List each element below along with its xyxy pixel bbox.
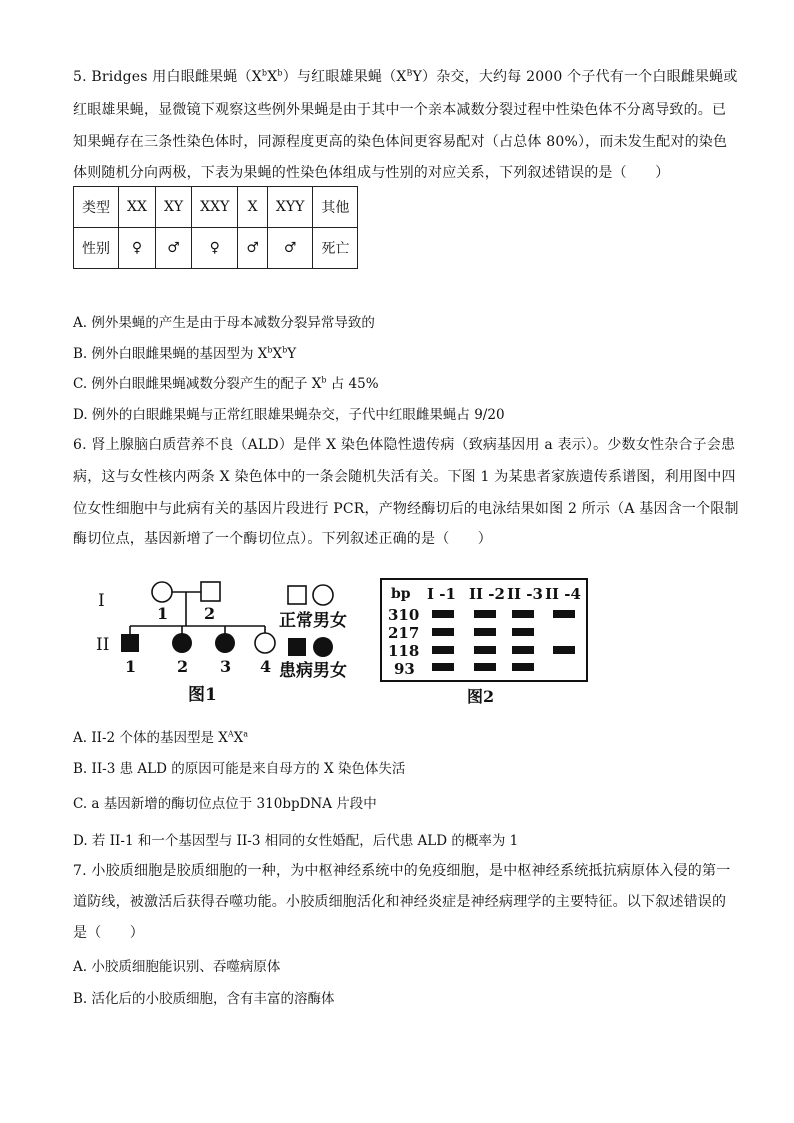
gel-band	[512, 663, 534, 671]
q7-option-b: B. 活化后的小胶质细胞，含有丰富的溶酶体	[73, 991, 335, 1007]
individual-number: 3	[220, 657, 232, 676]
table-cell: ♂	[238, 228, 268, 269]
size-label: 93	[394, 660, 415, 678]
bp-label: bp	[391, 586, 411, 602]
gel-band	[474, 628, 496, 636]
q5-line-2: 红眼雄果蝇，显微镜下观察这些例外果蝇是由于其中一个亲本减数分裂过程中性染色体不分离导致的。已	[73, 102, 727, 118]
table-cell: 性别	[74, 228, 119, 269]
gel-band	[474, 646, 496, 654]
table-cell: 死亡	[313, 228, 358, 269]
male-affected-icon	[121, 634, 139, 652]
table-row	[74, 187, 358, 228]
figure-1-caption: 图1	[188, 685, 217, 705]
q7-option-a: A. 小胶质细胞能识别、吞噬病原体	[73, 959, 281, 975]
table-cell: XXY	[192, 187, 238, 228]
legend-female-affected-icon	[313, 637, 333, 657]
gel-band	[432, 628, 454, 636]
female-affected-icon	[215, 633, 235, 653]
gel-band	[553, 610, 575, 618]
electrophoresis-gel	[380, 578, 588, 682]
table-cell: ♂	[267, 228, 312, 269]
q5-option-b: B. 例外白眼雌果蝇的基因型为 $X^bX^bY$	[73, 345, 297, 362]
lane-label: II -3	[507, 585, 543, 603]
q6-option-c: C. a 基因新增的酶切位点位于 310bpDNA 片段中	[73, 796, 377, 812]
legend-male-affected-icon	[288, 638, 306, 656]
individual-number: 1	[125, 657, 137, 676]
male-normal-icon	[201, 582, 220, 601]
individual-number: 4	[260, 657, 272, 676]
q5-option-c: C. 例外白眼雌果蝇减数分裂产生的配子 $X^b$ 占 45%	[73, 375, 379, 392]
size-label: 310	[388, 606, 420, 624]
q6-line-1: 6. 肾上腺脑白质营养不良（ALD）是伴 X 染色体隐性遗传病（致病基因用 a 表示）。少数女性杂合子会患	[73, 437, 736, 453]
table-cell: 其他	[313, 187, 358, 228]
q6-option-d: D. 若 II-1 和一个基因型与 II-3 相同的女性婚配，后代患 ALD 的概率为 1	[73, 833, 519, 849]
legend-female-normal-icon	[313, 585, 333, 605]
q6-line-2: 病，这与女性核内两条 X 染色体中的一条会随机失活有关。下图 1 为某患者家族遗传系谱图，利用图中四	[73, 469, 736, 485]
q6-option-b: B. II-3 患 ALD 的原因可能是来自母方的 X 染色体失活	[73, 761, 406, 777]
q6-line-3: 位女性细胞中与此病有关的基因片段进行 PCR，产物经酶切后的电泳结果如图 2 所示（A 基因含一个限制	[73, 501, 739, 517]
q5-line-4: 体则随机分向两极，下表为果蝇的性染色体组成与性别的对应关系，下列叙述错误的是（ ）	[73, 165, 670, 181]
gel-band	[512, 610, 534, 618]
gel-band	[474, 663, 496, 671]
generation-2-label: II	[96, 635, 110, 655]
q7-line-3: 是（ ）	[73, 925, 144, 941]
gel-band	[432, 646, 454, 654]
q5-option-d: D. 例外的白眼雌果蝇与正常红眼雄果蝇杂交，子代中红眼雌果蝇占 9/20	[73, 407, 505, 423]
table-row	[74, 228, 358, 269]
sex-chromosome-table	[73, 186, 358, 269]
q7-line-1: 7. 小胶质细胞是胶质细胞的一种，为中枢神经系统中的免疫细胞，是中枢神经系统抵抗病原体入侵的第一	[73, 863, 731, 879]
q5-option-a: A. 例外果蝇的产生是由于母本减数分裂异常导致的	[73, 315, 375, 331]
legend-affected-label: 患病男女	[279, 661, 347, 681]
table-cell: 类型	[74, 187, 119, 228]
individual-number: 2	[177, 657, 189, 676]
gel-band	[432, 663, 454, 671]
gel-band	[553, 646, 575, 654]
table-cell: ♀	[192, 228, 238, 269]
individual-number: 1	[157, 604, 169, 623]
table-cell: XX	[119, 187, 156, 228]
q5-line-1: 5. Bridges 用白眼雌果蝇$(X^bX^b)$与红眼雄果蝇$(X^BY)$杂交，大约每 2000 个子代有一个白眼雌果蝇或	[73, 68, 738, 85]
table-cell: XYY	[267, 187, 312, 228]
individual-number: 2	[204, 604, 216, 623]
gel-band	[474, 610, 496, 618]
gel-band	[432, 610, 454, 618]
figure-2-caption: 图2	[467, 687, 495, 706]
female-normal-icon	[152, 582, 172, 602]
table-cell: ♂	[155, 228, 191, 269]
legend-normal-label: 正常男女	[279, 611, 347, 631]
table-cell: ♀	[119, 228, 156, 269]
lane-label: I -1	[427, 585, 456, 603]
lane-label: II -4	[545, 585, 581, 603]
gel-band	[512, 628, 534, 636]
gel-band	[512, 646, 534, 654]
q6-line-4: 酶切位点，基因新增了一个酶切位点）。下列叙述正确的是（ ）	[73, 531, 492, 547]
pedigree-figure	[90, 572, 360, 707]
table-cell: XY	[155, 187, 191, 228]
female-affected-icon	[172, 633, 192, 653]
size-label: 217	[388, 624, 420, 642]
q6-option-a: A. II-2 个体的基因型是 $X^AX^a$	[73, 729, 249, 746]
generation-1-label: I	[98, 591, 105, 611]
legend-male-normal-icon	[288, 586, 306, 604]
size-label: 118	[388, 642, 420, 660]
table-cell: X	[238, 187, 268, 228]
q5-line-3: 知果蝇存在三条性染色体时，同源程度更高的染色体间更容易配对（占总体 80%），而未发生配对的染色	[73, 134, 728, 150]
female-normal-icon	[255, 633, 275, 653]
q7-line-2: 道防线，被激活后获得吞噬功能。小胶质细胞活化和神经炎症是神经病理学的主要特征。以下叙述错误的	[73, 894, 727, 910]
lane-label: II -2	[469, 585, 505, 603]
